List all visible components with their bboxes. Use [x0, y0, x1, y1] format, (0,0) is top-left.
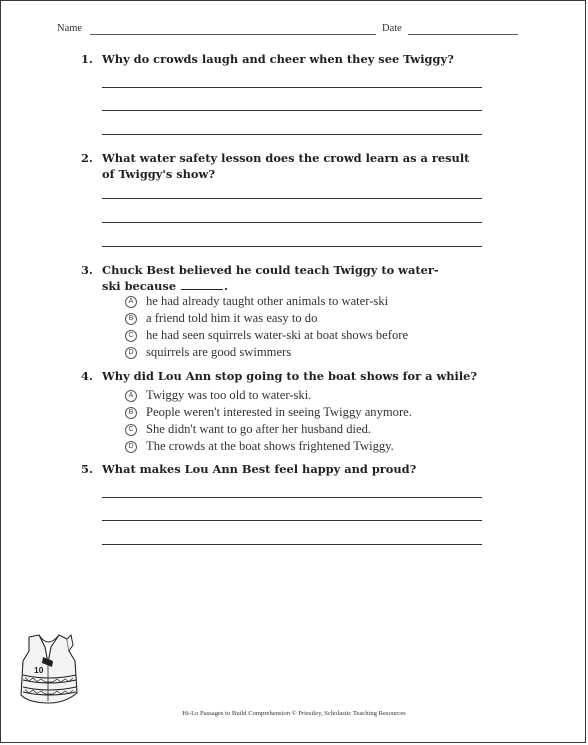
- question-text: Why do crowds laugh and cheer when they see Twiggy?: [102, 52, 454, 66]
- option-bubble-a[interactable]: A: [125, 390, 137, 402]
- answer-line[interactable]: [102, 544, 482, 545]
- answer-line[interactable]: [102, 134, 482, 135]
- question-text-start: Chuck Best believed he could teach Twiggy to water-ski because: [102, 263, 439, 293]
- question-number: 5.: [81, 462, 93, 476]
- answer-line[interactable]: [102, 110, 482, 111]
- footer-credit: Hi-Lo Passages to Build Comprehension © Priestley, Scholastic Teaching Resources: [182, 710, 406, 717]
- question-number: 4.: [81, 369, 93, 383]
- question-text: What makes Lou Ann Best feel happy and proud?: [102, 462, 417, 476]
- option-text: The crowds at the boat shows frightened Twiggy.: [146, 439, 394, 453]
- question-5: [81, 462, 481, 478]
- name-label: Name: [57, 23, 83, 34]
- answer-line[interactable]: [102, 198, 482, 199]
- option-text: She didn't want to go after her husband died.: [146, 422, 372, 436]
- answer-line[interactable]: [102, 246, 482, 247]
- question-text: Why did Lou Ann stop going to the boat shows for a while?: [102, 369, 478, 383]
- answer-line[interactable]: [102, 222, 482, 223]
- answer-line[interactable]: [102, 520, 482, 521]
- answer-line[interactable]: [102, 87, 482, 88]
- option-text: he had seen squirrels water-ski at boat shows before: [146, 328, 409, 342]
- option-bubble-c[interactable]: C: [125, 330, 137, 342]
- question-number: 2.: [81, 151, 93, 165]
- question-number: 1.: [81, 52, 93, 66]
- question-number: 3.: [81, 263, 93, 277]
- question-text-end: .: [224, 278, 229, 293]
- option-text: a friend told him it was easy to do: [146, 311, 318, 325]
- option-bubble-c[interactable]: C: [125, 424, 137, 436]
- option-bubble-a[interactable]: A: [125, 296, 137, 308]
- answer-line[interactable]: [102, 497, 482, 498]
- question-4: [81, 369, 481, 385]
- name-field-line[interactable]: [90, 34, 376, 35]
- date-field-line[interactable]: [408, 34, 518, 35]
- date-label: Date: [382, 23, 402, 34]
- option-bubble-b[interactable]: B: [125, 407, 137, 419]
- fill-in-blank: [181, 279, 223, 290]
- page-number: 10: [34, 665, 44, 675]
- question-1: [81, 52, 481, 68]
- question-2: [81, 151, 481, 182]
- option-text: People weren't interested in seeing Twiggy anymore.: [146, 405, 412, 419]
- option-bubble-d[interactable]: D: [125, 347, 137, 359]
- option-bubble-b[interactable]: B: [125, 313, 137, 325]
- question-text: What water safety lesson does the crowd learn as a result of Twiggy's show?: [102, 151, 470, 181]
- option-text: he had already taught other animals to water-ski: [146, 294, 389, 308]
- question-text: [102, 263, 452, 294]
- option-text: Twiggy was too old to water-ski.: [146, 388, 312, 402]
- option-bubble-d[interactable]: D: [125, 441, 137, 453]
- question-3: [81, 263, 481, 294]
- life-vest-icon: [15, 633, 85, 709]
- option-text: squirrels are good swimmers: [146, 345, 292, 359]
